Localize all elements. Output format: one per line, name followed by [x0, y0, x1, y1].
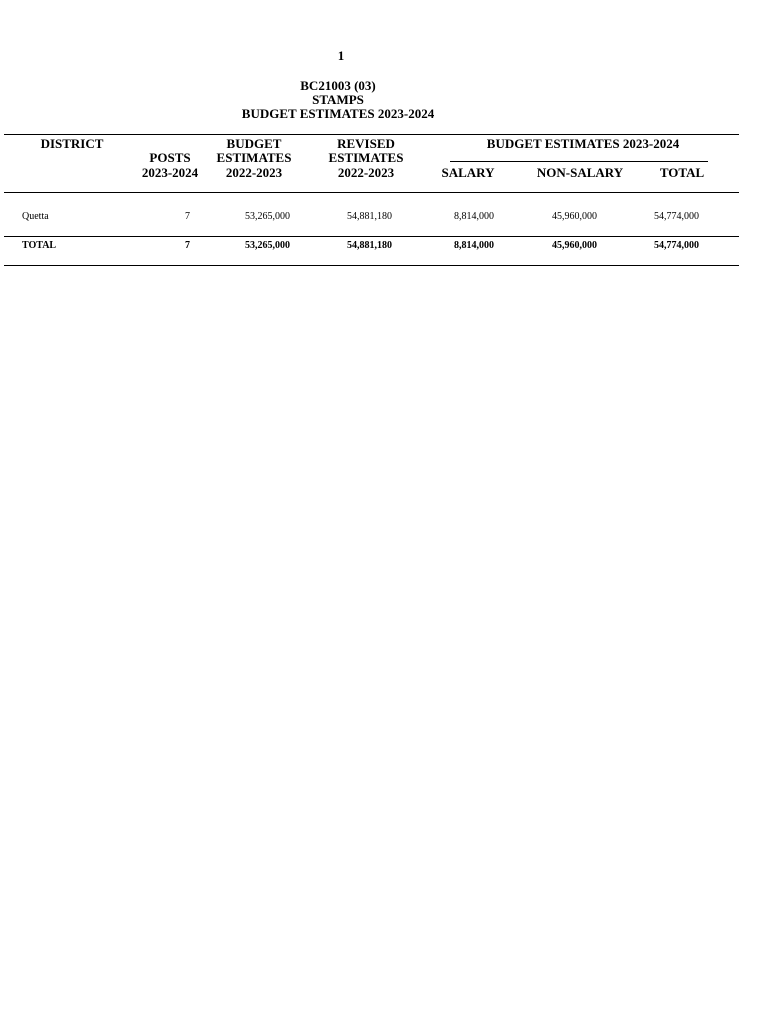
totals-non-salary: 45,960,000: [552, 240, 597, 251]
posts-header-line2: 2023-2024: [141, 165, 199, 180]
total-header: TOTAL: [659, 165, 705, 180]
budget-code: BC21003 (03): [300, 78, 376, 93]
budget-estimates-header-line3: 2022-2023: [225, 165, 283, 180]
non-salary-header: NON-SALARY: [536, 165, 624, 180]
department-title: STAMPS: [312, 92, 364, 107]
row-budget-estimates: 53,265,000: [245, 211, 290, 222]
revised-estimates-header-line3: 2022-2023: [337, 165, 395, 180]
salary-header: SALARY: [441, 165, 495, 180]
totals-revised-estimates: 54,881,180: [347, 240, 392, 251]
row-salary: 8,814,000: [454, 211, 494, 222]
totals-total: 54,774,000: [654, 240, 699, 251]
totals-salary: 8,814,000: [454, 240, 494, 251]
revised-estimates-header-line2: ESTIMATES: [328, 150, 404, 165]
row-total: 54,774,000: [654, 211, 699, 222]
totals-top-rule: [4, 236, 739, 237]
table-bottom-rule: [4, 265, 739, 266]
revised-estimates-header-line1: REVISED: [337, 136, 395, 151]
totals-posts: 7: [185, 240, 190, 251]
posts-header-line1: POSTS: [149, 150, 191, 165]
district-header: DISTRICT: [40, 136, 104, 151]
budget-estimates-header-line2: ESTIMATES: [216, 150, 292, 165]
header-bottom-rule: [4, 192, 739, 193]
document-title: BUDGET ESTIMATES 2023-2024: [241, 106, 435, 121]
row-posts: 7: [185, 211, 190, 222]
row-non-salary: 45,960,000: [552, 211, 597, 222]
row-district: Quetta: [22, 211, 49, 222]
budget-estimates-header-line1: BUDGET: [226, 136, 282, 151]
totals-budget-estimates: 53,265,000: [245, 240, 290, 251]
budget-group-underline: [450, 161, 708, 162]
budget-group-header: BUDGET ESTIMATES 2023-2024: [486, 136, 680, 151]
page-number: 1: [337, 48, 345, 63]
row-revised-estimates: 54,881,180: [347, 211, 392, 222]
table-top-rule: [4, 134, 739, 135]
totals-label: TOTAL: [22, 240, 57, 251]
